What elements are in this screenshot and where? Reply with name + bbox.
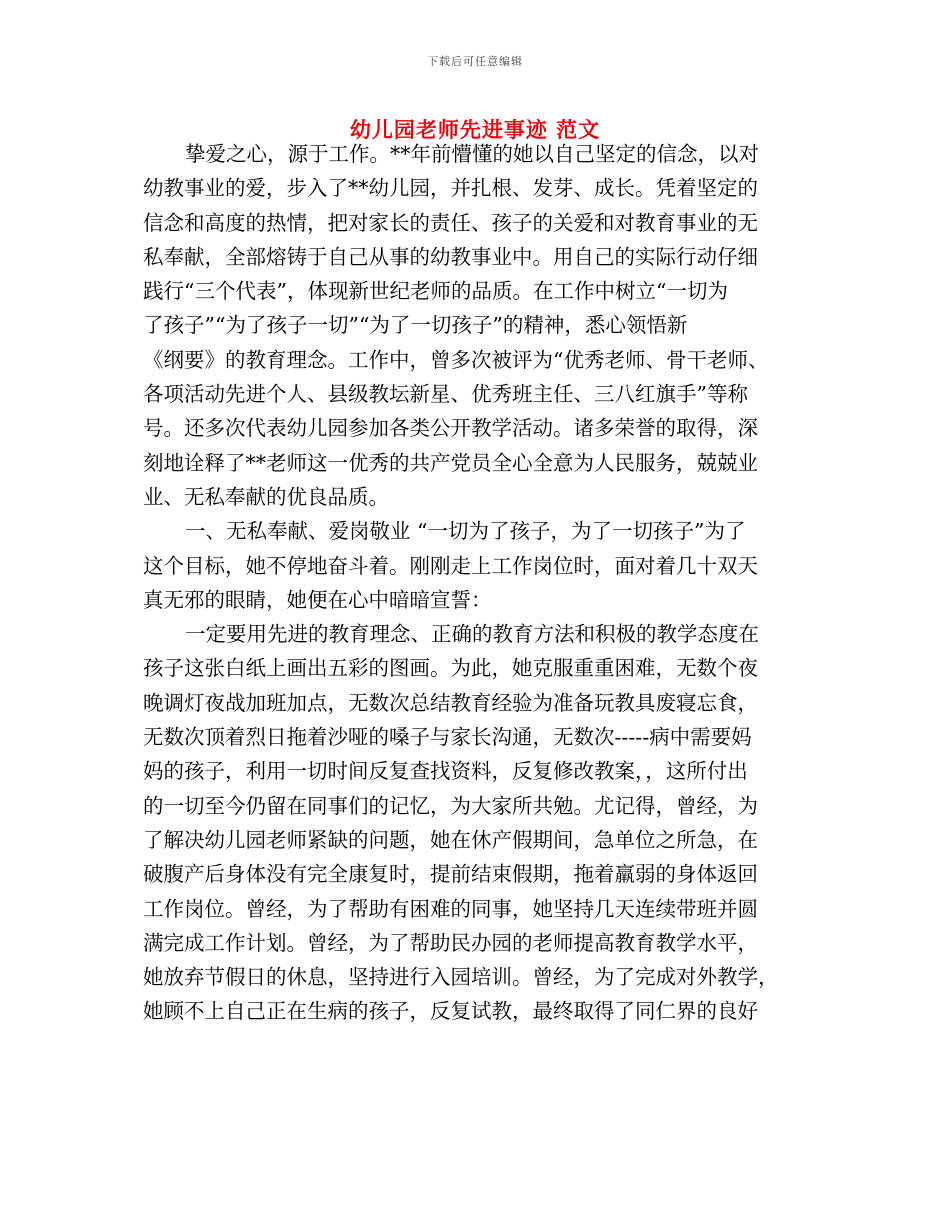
header-note: 下载后可任意编辑 — [427, 55, 523, 68]
text-line: 了解决幼儿园老师紧缺的问题，她在休产假期间，急单位之所急，在 — [143, 827, 758, 852]
text-line: 无数次顶着烈日拖着沙哑的嗓子与家长沟通，无数次-----病中需要妈 — [143, 725, 752, 750]
text-line: 满完成工作计划。曾经，为了帮助民办园的老师提高教育教学水平， — [143, 930, 758, 955]
text-line: 工作岗位。曾经，为了帮助有困难的同事，她坚持几天连续带班并圆 — [143, 896, 758, 921]
paragraph — [143, 617, 808, 1029]
text-line: 一定要用先进的教育理念、正确的教育方法和积极的教学态度在 — [185, 622, 759, 647]
text-line: 业、无私奉献的优良品质。 — [143, 484, 389, 509]
text-line: 她放弃节假日的休息，坚持进行入园培训。曾经，为了完成对外教学， — [143, 965, 779, 990]
text-line: 私奉献，全部熔铸于自己从事的幼教事业中。用自己的实际行动仔细 — [143, 244, 758, 269]
text-line: 践行“三个代表”，体现新世纪老师的品质。在工作中树立“一切为 — [143, 279, 728, 304]
text-line: 真无邪的眼睛，她便在心中暗暗宣誓： — [143, 587, 492, 612]
text-line: 一、无私奉献、爱岗敬业 “一切为了孩子，为了一切孩子”为了 — [185, 519, 746, 544]
text-line: 破腹产后身体没有完全康复时，提前结束假期，拖着羸弱的身体返回 — [143, 862, 758, 887]
text-line: 挚爱之心，源于工作。**年前懵懂的她以自己坚定的信念，以对 — [185, 142, 759, 166]
text-line: 刻地诠释了**老师这一优秀的共产党员全心全意为人民服务，兢兢业 — [143, 450, 758, 475]
text-line: 各项活动先进个人、县级教坛新星、优秀班主任、三八红旗手”等称 — [143, 382, 748, 407]
document-body — [143, 137, 808, 1029]
text-line: 晚调灯夜战加班加点，无数次总结教育经验为准备玩教具废寝忘食， — [143, 690, 758, 715]
text-line: 号。还多次代表幼儿园参加各类公开教学活动。诸多荣誉的取得，深 — [143, 416, 758, 441]
text-line: 孩子这张白纸上画出五彩的图画。为此，她克服重重困难，无数个夜 — [143, 656, 758, 681]
text-line: 了孩子”“为了孩子一切”“为了一切孩子”的精神，悉心领悟新 — [143, 313, 688, 338]
document-title: 幼儿园老师先进事迹 范文 — [349, 117, 601, 142]
text-line: 的一切至今仍留在同事们的记忆，为大家所共勉。尤记得，曾经，为 — [143, 793, 758, 818]
text-line: 幼教事业的爱，步入了**幼儿园，并扎根、发芽、成长。凭着坚定的 — [143, 176, 758, 201]
text-line: 她顾不上自己正在生病的孩子，反复试教，最终取得了同仁界的良好 — [143, 999, 758, 1024]
text-line: 妈的孩子，利用一切时间反复查找资料，反复修改教案，，这所付出 — [143, 759, 748, 784]
text-line: 信念和高度的热情，把对家长的责任、孩子的关爱和对教育事业的无 — [143, 210, 758, 235]
text-line: 这个目标，她不停地奋斗着。刚刚走上工作岗位时，面对着几十双天 — [143, 553, 758, 578]
paragraph — [143, 137, 808, 514]
text-line: 《纲要》的教育理念。工作中，曾多次被评为“优秀老师、骨干老师、 — [143, 347, 769, 372]
paragraph — [143, 514, 808, 617]
